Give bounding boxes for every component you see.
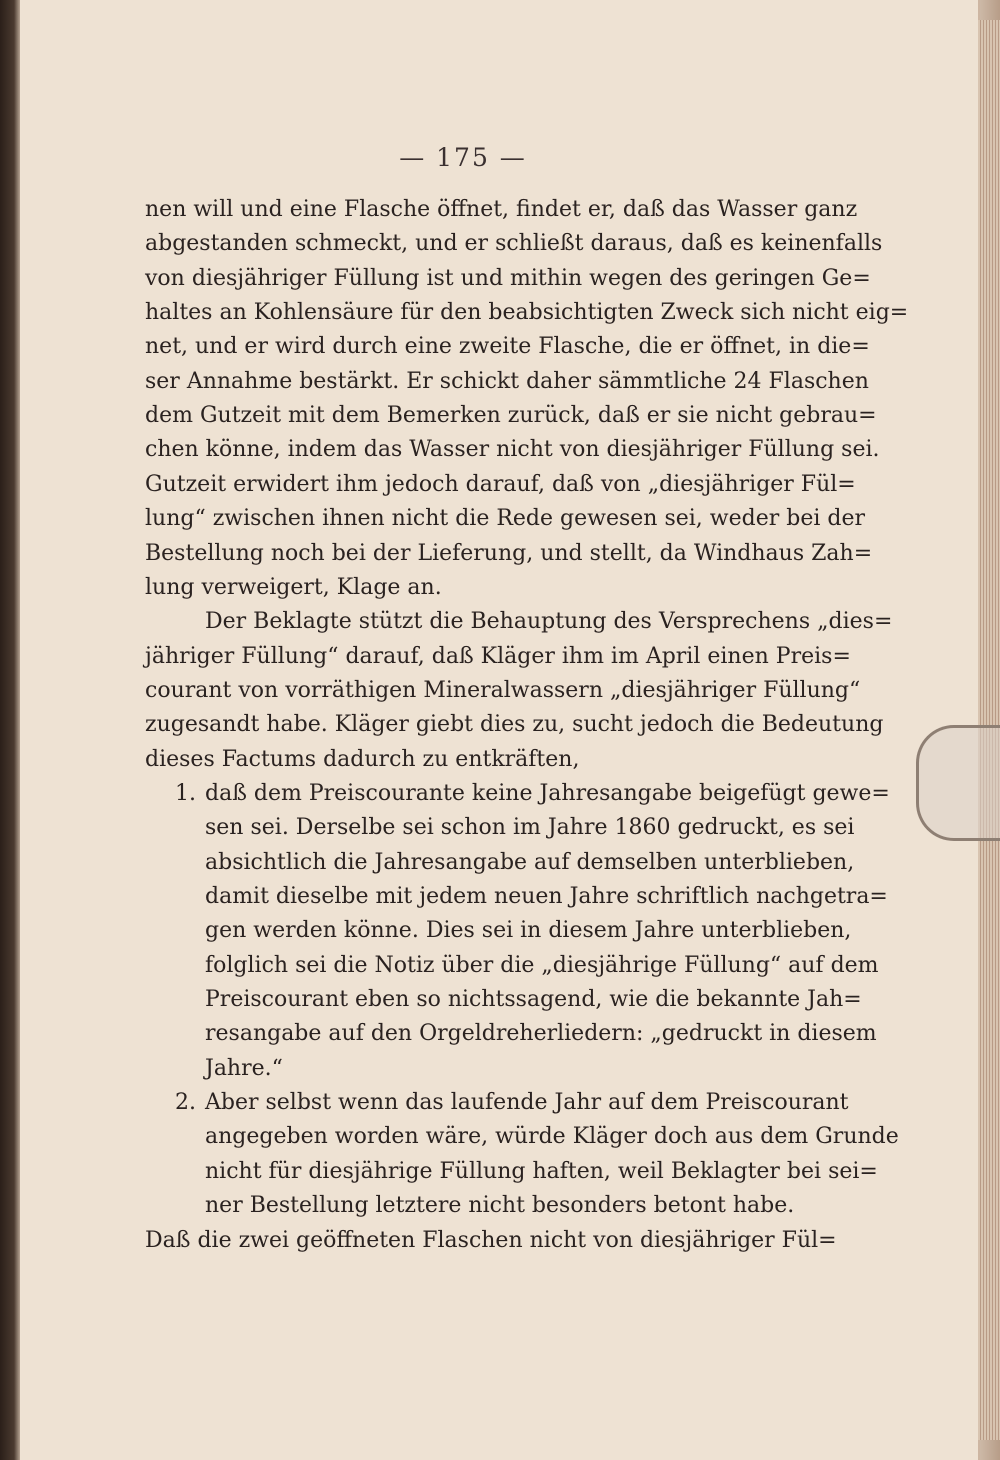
text-line: absichtlich die Jahresangabe auf demselben unterblieben,	[205, 849, 855, 875]
text-line: sen sei. Derselbe sei schon im Jahre 1860 gedruckt, es sei	[205, 815, 855, 841]
text-line: jähriger Füllung“ darauf, daß Kläger ihm im April einen Preis=	[145, 643, 851, 669]
text-line: haltes an Kohlensäure für den beabsichtigten Zweck sich nicht eig=	[145, 300, 909, 326]
text-line: Gutzeit erwidert ihm jedoch darauf, daß von „diesjähriger Fül=	[145, 471, 856, 497]
text-line: Jahre.“	[205, 1055, 283, 1081]
text-line: daß dem Preiscourante keine Jahresangabe beigefügt gewe=	[205, 780, 890, 806]
text-line: Aber selbst wenn das laufende Jahr auf dem Preiscourant	[205, 1090, 849, 1116]
text-line: chen könne, indem das Wasser nicht von diesjähriger Füllung sei.	[145, 437, 880, 463]
text-line: ser Annahme bestärkt. Er schickt daher sämmtliche 24 Flaschen	[145, 368, 869, 394]
text-line: damit dieselbe mit jedem neuen Jahre schriftlich nachgetra=	[205, 884, 888, 909]
text-line: ner Bestellung letztere nicht besonders betont habe.	[205, 1193, 795, 1219]
text-line: Der Beklagte stützt die Behauptung des Versprechens „dies=	[205, 609, 893, 635]
list-number: 1.	[175, 780, 196, 806]
text-line: abgestanden schmeckt, und er schließt daraus, daß es keinenfalls	[145, 231, 883, 257]
text-line: von diesjähriger Füllung ist und mithin wegen des geringen Ge=	[145, 265, 871, 291]
page-number: — 175 —	[399, 143, 527, 172]
text-line: net, und er wird durch eine zweite Flasche, die er öffnet, in die=	[145, 334, 870, 360]
page-clip	[916, 725, 1000, 841]
text-line: angegeben worden wäre, würde Kläger doch aus dem Grunde	[205, 1124, 899, 1150]
text-line: folglich sei die Notiz über die „diesjährige Füllung“ auf dem	[205, 952, 879, 978]
text-line: Bestellung noch bei der Lieferung, und stellt, da Windhaus Zah=	[145, 540, 873, 566]
list-number: 2.	[175, 1090, 196, 1116]
text-line: zugesandt habe. Kläger giebt dies zu, sucht jedoch die Bedeutung	[145, 712, 884, 738]
text-line: dieses Factums dadurch zu entkräften,	[145, 746, 580, 772]
text-line: courant von vorräthigen Mineralwassern „diesjähriger Füllung“	[145, 677, 861, 703]
text-line: lung“ zwischen ihnen nicht die Rede gewesen sei, weder bei der	[145, 506, 865, 532]
text-line: resangabe auf den Orgeldreherliedern: „gedruckt in diesem	[205, 1021, 877, 1047]
text-line: dem Gutzeit mit dem Bemerken zurück, daß er sie nicht gebrau=	[145, 403, 877, 429]
text-line: Daß die zwei geöffneten Flaschen nicht von diesjähriger Fül=	[145, 1227, 837, 1253]
text-line: Preiscourant eben so nichtssagend, wie die bekannte Jah=	[205, 987, 862, 1013]
text-line: nicht für diesjährige Füllung haften, weil Beklagter bei sei=	[205, 1158, 878, 1184]
text-line: lung verweigert, Klage an.	[145, 574, 442, 600]
text-line: gen werden könne. Dies sei in diesem Jahre unterblieben,	[205, 918, 852, 944]
text-line: nen will und eine Flasche öffnet, findet er, daß das Wasser ganz	[145, 197, 858, 222]
